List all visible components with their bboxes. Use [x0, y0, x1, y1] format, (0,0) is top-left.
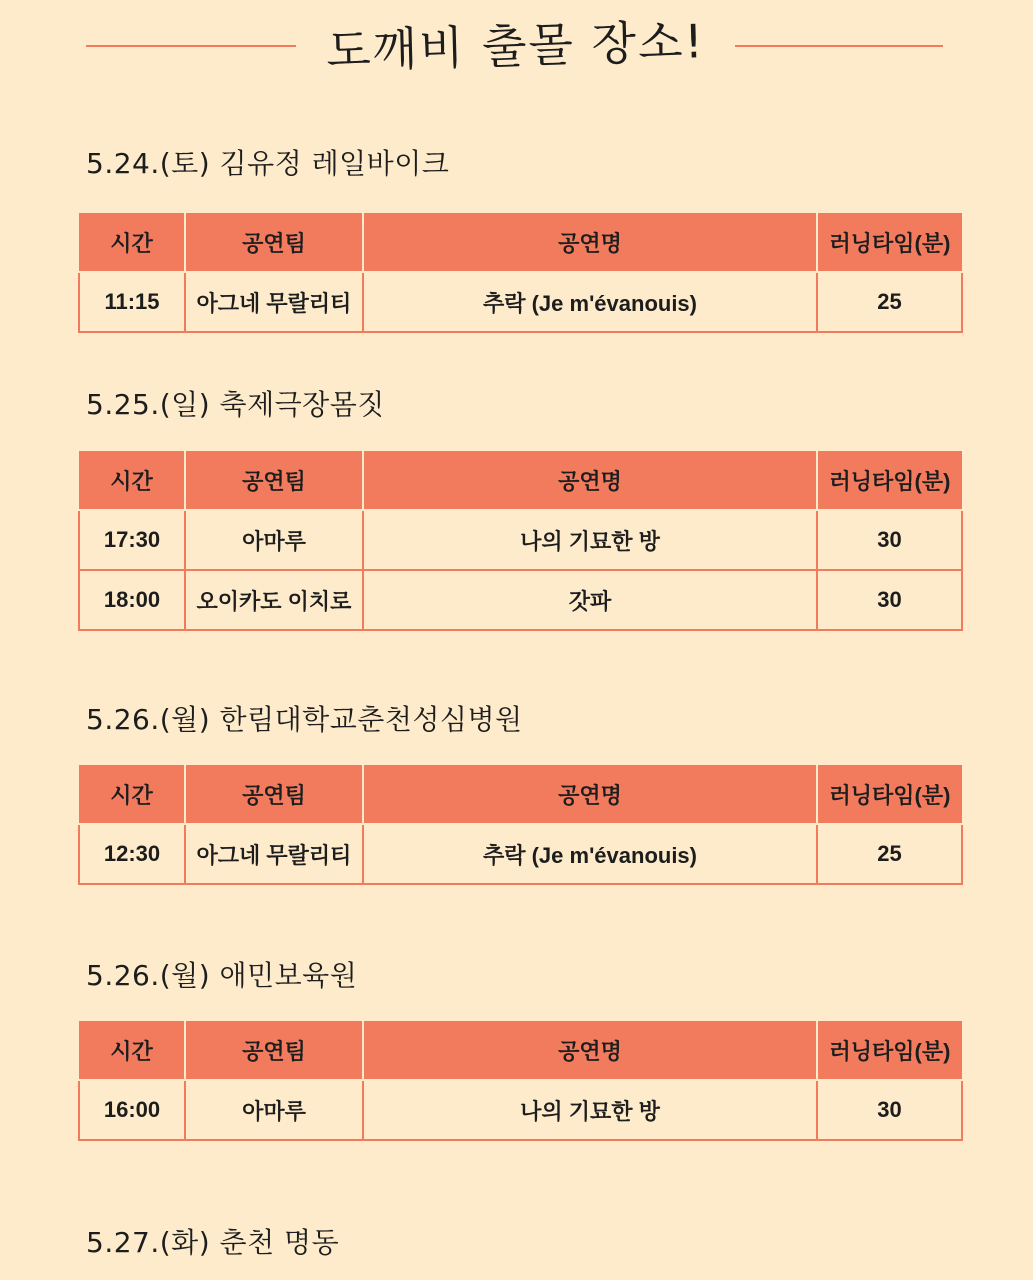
cell-team: 아마루: [185, 510, 363, 570]
schedule-table: [78, 451, 963, 631]
header-time: 시간: [79, 451, 185, 510]
section-heading: 5.26.(월) 한림대학교춘천성심병원: [86, 703, 523, 736]
header-team: 공연팀: [185, 765, 363, 824]
section-heading: 5.25.(일) 축제극장몸짓: [86, 388, 385, 421]
cell-team: 아그네 무랄리티: [185, 824, 363, 884]
table-row: [79, 510, 962, 570]
title-divider-left: [86, 45, 296, 47]
schedule-table: [78, 1021, 963, 1141]
table-row: [79, 824, 962, 884]
header-time: 시간: [79, 765, 185, 824]
page-title: 도깨비 출몰 장소!: [325, 14, 706, 78]
header-show: 공연명: [363, 765, 817, 824]
title-row: [0, 14, 1033, 78]
header-runtime: 러닝타임(분): [817, 1021, 962, 1080]
cell-show: 갓파: [363, 570, 817, 630]
header-team: 공연팀: [185, 1021, 363, 1080]
cell-time: 11:15: [79, 272, 185, 332]
schedule-table: [78, 765, 963, 885]
cell-runtime: 25: [817, 824, 962, 884]
schedule-table: [78, 213, 963, 333]
cell-show: 추락 (Je m'évanouis): [363, 824, 817, 884]
header-show: 공연명: [363, 1021, 817, 1080]
cell-time: 16:00: [79, 1080, 185, 1140]
header-show: 공연명: [363, 451, 817, 510]
header-time: 시간: [79, 213, 185, 272]
cell-time: 17:30: [79, 510, 185, 570]
cell-time: 12:30: [79, 824, 185, 884]
table-row: [79, 1080, 962, 1140]
table-header-row: [79, 451, 962, 510]
table-row: [79, 570, 962, 630]
header-runtime: 러닝타임(분): [817, 213, 962, 272]
section-heading: 5.27.(화) 춘천 명동: [86, 1226, 340, 1259]
cell-team: 아그네 무랄리티: [185, 272, 363, 332]
header-show: 공연명: [363, 213, 817, 272]
table-row: [79, 272, 962, 332]
table-header-row: [79, 765, 962, 824]
table-header-row: [79, 1021, 962, 1080]
title-divider-right: [735, 45, 943, 47]
header-runtime: 러닝타임(분): [817, 765, 962, 824]
table-header-row: [79, 213, 962, 272]
cell-runtime: 25: [817, 272, 962, 332]
section-heading: 5.26.(월) 애민보육원: [86, 959, 358, 992]
cell-show: 나의 기묘한 방: [363, 1080, 817, 1140]
cell-runtime: 30: [817, 570, 962, 630]
section-heading: 5.24.(토) 김유정 레일바이크: [86, 147, 450, 180]
cell-runtime: 30: [817, 510, 962, 570]
cell-team: 아마루: [185, 1080, 363, 1140]
header-team: 공연팀: [185, 213, 363, 272]
cell-time: 18:00: [79, 570, 185, 630]
cell-team: 오이카도 이치로: [185, 570, 363, 630]
header-runtime: 러닝타임(분): [817, 451, 962, 510]
cell-runtime: 30: [817, 1080, 962, 1140]
cell-show: 추락 (Je m'évanouis): [363, 272, 817, 332]
header-time: 시간: [79, 1021, 185, 1080]
header-team: 공연팀: [185, 451, 363, 510]
cell-show: 나의 기묘한 방: [363, 510, 817, 570]
